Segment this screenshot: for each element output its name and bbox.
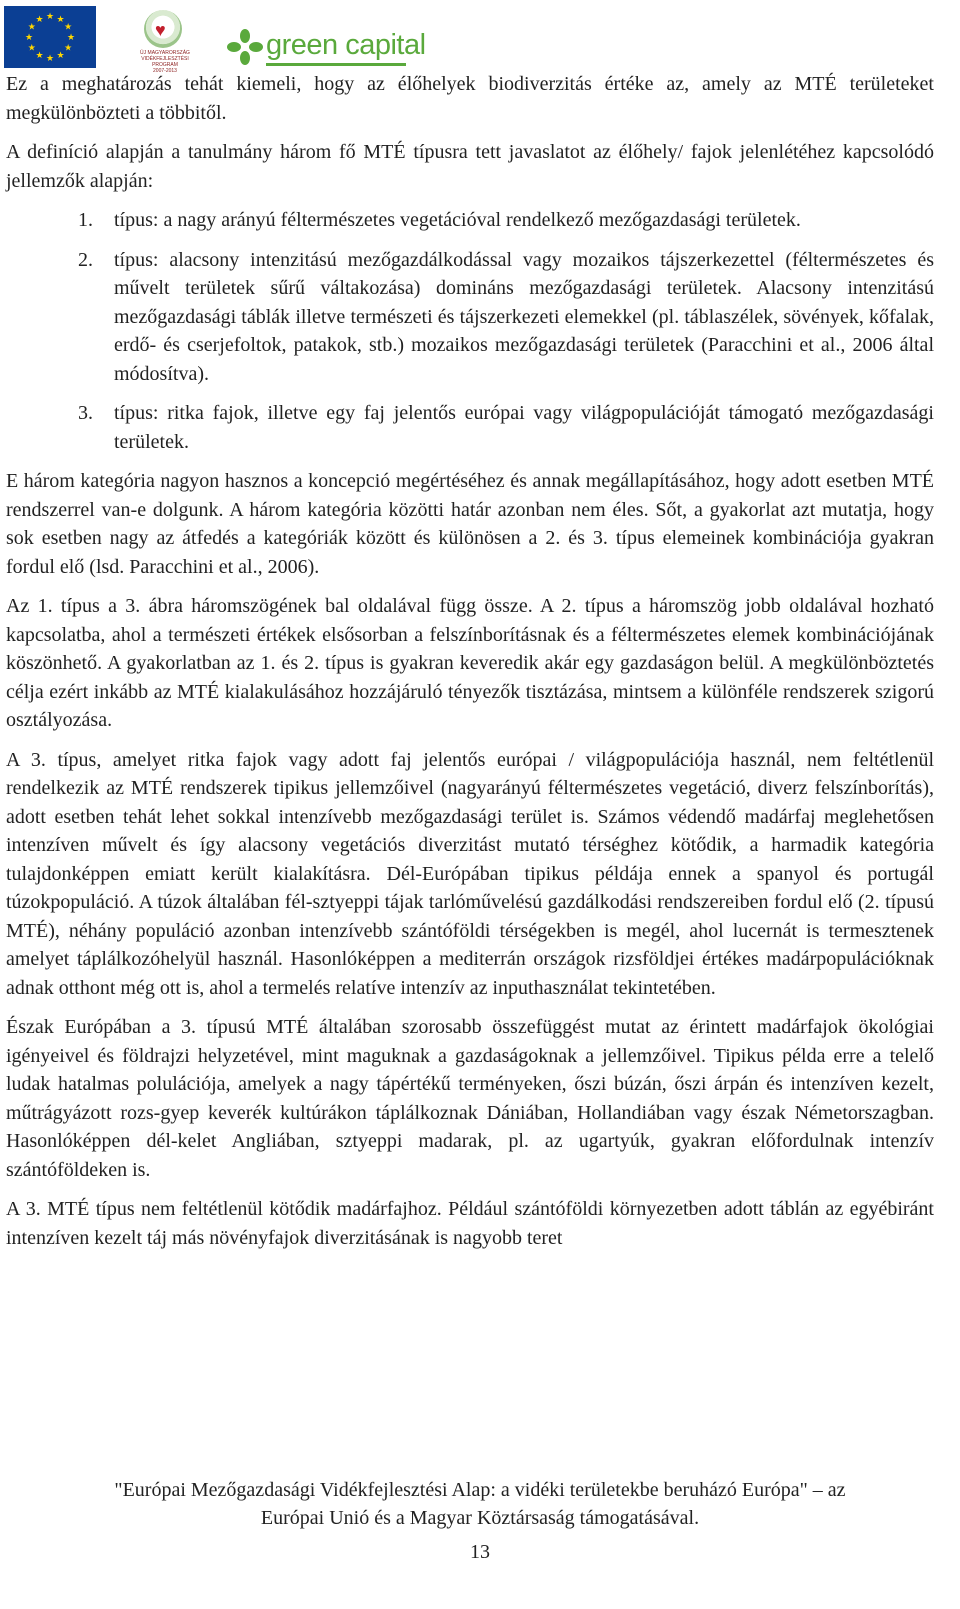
paragraph: A 3. típus, amelyet ritka fajok vagy adott faj jelentős európai / világpopulációja használ, nem feltétlenül rendelkezik az MTÉ rendszerek tipikus jellemzőivel (nagyarányú féltermészetes vegetáció, diverz felszínborítás), adott esetben tehát lehet sokkal intenzívebb mezőgazdasági terület is. Számos védendő madárfaj meglehetősen intenzíven művelt és így alacsony vegetációs diverzitást mutató térséghez kötődik, a harmadik kategória tulajdonképpen emiatt került kialakításra. Dél-Európában tipikus példája ennek a spanyol és portugál túzokpopuláció. A túzok általában fél-sztyeppi tájak tarlóművelésú gazdálkodási rendszereiben fordul elő (2. típusú MTÉ), néhány populáció azonban intenzívebb szántóföldi térségekben is megél, ahol lucernát is termesztenek amelyet táplálkozóhelyül használ. Hasonlóképpen a mediterrán országok rizsföldjei értékes madárpopulációknak adnak otthont még ott is, ahol a termelés relatíve intenzív az inputhasználat tekintetében. <box>6 748 934 999</box>
paragraph: Észak Európában a 3. típusú MTÉ általában szorosabb összefüggést mutat az érintett madárfajok ökológiai igényeivel és földrajzi helyzetével, mint maguknak a gazdaságoknak a jellemzőivel. Tipikus példa erre a telelő ludak hatalmas polulációja, amelyek a nagy tápértékű terményeken, őszi búzán, őszi árpán és intenzíven kezelt, műtrágyázott rozs-gyep keverék kultúrákon táplálkoznak Dániában, Hollandiában vagy észak Németorszagban. Hasonlóképpen dél-kelet Angliában, sztyeppi madarak, pl. az ugartyúk, gyakran előfordulnak intenzív szántóföldeken is. <box>6 1016 934 1181</box>
page-footer <box>0 1476 960 1532</box>
footer-line: Európai Unió és a Magyar Köztársaság támogatásával. <box>260 1507 700 1529</box>
page-header <box>0 0 960 72</box>
svg-text:★: ★ <box>64 22 73 33</box>
svg-text:★: ★ <box>45 54 55 64</box>
eu-stars-icon <box>4 6 96 68</box>
list-number: 3. <box>78 402 93 424</box>
list-item-text: típus: alacsony intenzitású mezőgazdálkodással vagy mozaikos tájszerkezettel (féltermészetes és művelt területek sűrű váltakozása) domináns mezőgazdasági területek. Alacsony intenzitású mezőgazdasági táblák illetve természeti és tájszerkezeti elemekkel (pl. táblaszélek, sövények, kőfalak, erdő- és cserjefoltok, patakok, stb.) mozaikos mezőgazdasági területek (Paracchini et al., 2006 által módosítva). <box>114 248 934 385</box>
eu-flag-logo <box>4 6 96 68</box>
green-capital-logo <box>226 26 426 68</box>
svg-text:★: ★ <box>24 33 34 43</box>
umvp-logo <box>132 10 198 74</box>
svg-text:★: ★ <box>27 22 36 33</box>
flower-icon <box>226 28 264 66</box>
document-body <box>6 70 934 1252</box>
svg-text:★: ★ <box>45 12 55 22</box>
green-capital-wordmark: green capital <box>266 29 426 61</box>
svg-text:★: ★ <box>56 14 65 25</box>
page-number: 13 <box>470 1541 490 1563</box>
list-number: 1. <box>78 209 93 231</box>
svg-text:★: ★ <box>56 51 65 62</box>
heart-icon: ♥ <box>155 20 166 40</box>
list-item-text: típus: a nagy arányú féltermészetes vegetációval rendelkező mezőgazdasági területek. <box>114 209 801 231</box>
list-item <box>6 399 934 456</box>
paragraph: Ez a meghatározás tehát kiemeli, hogy az élőhelyek biodiverzitás értéke az, amely az MTÉ területeket megkülönbözteti a többitől. <box>6 73 934 124</box>
list-item <box>6 246 934 389</box>
paragraph: A definíció alapján a tanulmány három fő MTÉ típusra tett javaslatot az élőhely/ fajok jelenlétéhez kapcsolódó jellemzők alapján: <box>6 141 934 192</box>
green-capital-underline <box>266 63 406 66</box>
paragraph: E három kategória nagyon hasznos a koncepció megértéséhez és annak megállapításához, hogy adott esetben MTÉ rendszerrel van-e dolgunk. A három kategória közötti határ azonban nem éles. Sőt, a gyakorlat azt mutatja, hogy sok esetben nagy az átfedés a kategóriák között és különösen a 2. és 3. típus elemeinek kombinációja gyakran fordul elő (lsd. Paracchini et al., 2006). <box>6 470 934 578</box>
list-item <box>6 206 934 235</box>
type-list <box>6 206 934 456</box>
svg-text:★: ★ <box>66 33 76 43</box>
paragraph: Az 1. típus a 3. ábra háromszögének bal oldalával függ össze. A 2. típus a háromszög jobb oldalával hozható kapcsolatba, ahol a természeti értékek elsősorban a felszínborításnak és a féltermészetes elemek kombinációjának köszönhető. A gyakorlatban az 1. és 2. típus is gyakran keveredik akár egy gazdaságon belül. A megkülönböztetés célja ezért inkább az MTÉ kialakulásához hozzájáruló tényezők tisztázása, mintsem a különféle rendszerek szigorú osztályozása. <box>6 595 934 731</box>
paragraph: A 3. MTÉ típus nem feltétlenül kötődik madárfajhoz. Például szántóföldi környezetben adott táblán az egyébiránt intenzíven kezelt táj más növényfajok diverzitásának is nagyobb teret <box>6 1198 934 1249</box>
umvp-logo-text: ÚJ MAGYARORSZÁG VIDÉKFEJLESZTÉSI PROGRAM 2007-2013 <box>140 50 190 74</box>
footer-line: "Európai Mezőgazdasági Vidékfejlesztési Alap: a vidéki területekbe beruházó Európa" – az <box>114 1479 846 1501</box>
svg-text:★: ★ <box>27 43 36 54</box>
list-item-text: típus: ritka fajok, illetve egy faj jelentős európai vagy világpopulációját támogató mezőgazdasági területek. <box>114 402 934 453</box>
list-number: 2. <box>78 248 93 271</box>
svg-text:★: ★ <box>64 43 73 54</box>
svg-text:★: ★ <box>35 51 44 62</box>
svg-text:★: ★ <box>35 14 44 25</box>
